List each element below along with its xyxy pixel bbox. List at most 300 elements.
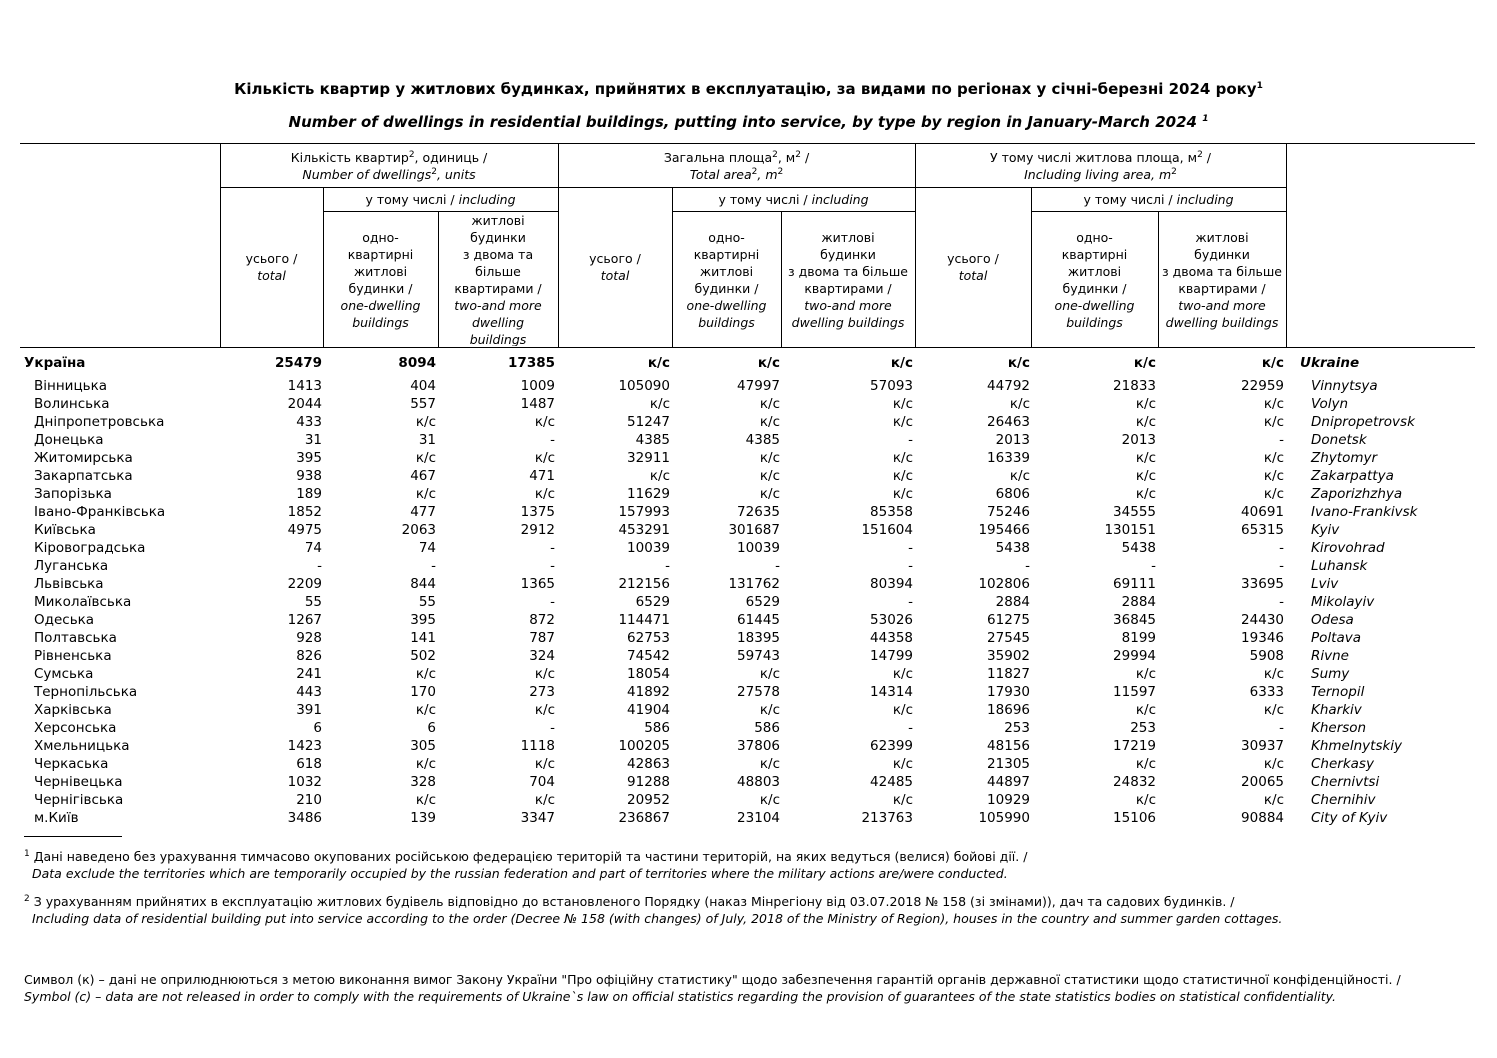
cell-living-total: к/с xyxy=(1009,468,1030,484)
cell-dwellings-one: к/с xyxy=(415,450,436,466)
cell-area-one: 48803 xyxy=(737,774,780,790)
cell-area-multi: 53026 xyxy=(870,612,913,628)
table-row xyxy=(0,683,1497,701)
cell-dwellings-multi: к/с xyxy=(534,414,555,430)
table-row xyxy=(0,377,1497,395)
header-total-3: усього / total xyxy=(947,251,999,283)
table-row xyxy=(0,701,1497,719)
cell-area-total: 20952 xyxy=(627,792,670,808)
cell-dwellings-multi: 704 xyxy=(529,774,555,790)
cell-dwellings-total: 826 xyxy=(296,648,322,664)
cell-area-one: 37806 xyxy=(737,738,780,754)
region-name-en: Ivano-Frankivsk xyxy=(1311,504,1418,520)
cell-area-one: к/с xyxy=(759,468,780,484)
cell-area-multi: 151604 xyxy=(861,522,913,538)
cell-area-multi: к/с xyxy=(892,414,913,430)
cell-living-multi: к/с xyxy=(1263,468,1284,484)
cell-dwellings-one: 74 xyxy=(418,540,436,556)
cell-living-one: 15106 xyxy=(1113,810,1156,826)
region-name-en: Kharkiv xyxy=(1311,702,1362,718)
header-including-3: у тому числі / including xyxy=(1083,192,1234,207)
cell-living-one: 21833 xyxy=(1113,378,1156,394)
region-name-ua: Черкаська xyxy=(34,756,109,772)
cell-living-one: к/с xyxy=(1135,666,1156,682)
table-row xyxy=(0,557,1497,575)
cell-area-one: к/с xyxy=(759,702,780,718)
cell-living-multi: 90884 xyxy=(1241,810,1284,826)
cell-area-multi: 57093 xyxy=(870,378,913,394)
cell-living-one: к/с xyxy=(1135,702,1156,718)
table-row xyxy=(0,809,1497,827)
cell-dwellings-total: 3486 xyxy=(287,810,322,826)
cell-living-multi: - xyxy=(1279,720,1284,736)
cell-living-one: 17219 xyxy=(1113,738,1156,754)
header-one-dwelling-3: одно- квартирні житлові будинки / one-dwelling buildings xyxy=(1054,230,1135,330)
cell-dwellings-one: 467 xyxy=(410,468,436,484)
header-one-dwelling-1: одно- квартирні житлові будинки / one-dwelling buildings xyxy=(340,230,421,330)
table-row xyxy=(0,791,1497,809)
cell-area-total: - xyxy=(665,558,670,574)
region-name-en: Kherson xyxy=(1311,720,1367,736)
cell-dwellings-multi: к/с xyxy=(534,450,555,466)
cell-area-total: к/с xyxy=(649,468,670,484)
table-row xyxy=(0,629,1497,647)
cell-dwellings-one: 170 xyxy=(410,684,436,700)
cell-area-multi: - xyxy=(908,558,913,574)
cell-area-total: 453291 xyxy=(618,522,670,538)
cell-dwellings-total: 241 xyxy=(296,666,322,682)
cell-living-total: 61275 xyxy=(987,612,1030,628)
cell-living-one: 253 xyxy=(1130,720,1156,736)
table-row xyxy=(0,719,1497,737)
region-name-ua: Житомирська xyxy=(34,450,133,466)
cell-dwellings-multi: 1365 xyxy=(520,576,555,592)
cell-dwellings-multi: - xyxy=(550,720,555,736)
cell-dwellings-total: 1413 xyxy=(287,378,322,394)
cell-dwellings-total: 210 xyxy=(296,792,322,808)
cell-living-multi: 5908 xyxy=(1249,648,1284,664)
cell-area-total: 11629 xyxy=(627,486,670,502)
cell-living-total: 6806 xyxy=(995,486,1030,502)
region-name-ua: Вінницька xyxy=(34,378,108,394)
cell-area-total: 91288 xyxy=(627,774,670,790)
cell-area-one: 47997 xyxy=(737,378,780,394)
table-row xyxy=(0,467,1497,485)
cell-dwellings-one: - xyxy=(431,558,436,574)
table-row xyxy=(0,773,1497,791)
cell-living-total: 48156 xyxy=(987,738,1030,754)
cell-area-one: к/с xyxy=(759,756,780,772)
cell-dwellings-total: 1032 xyxy=(287,774,322,790)
region-name-ua: Івано-Франківська xyxy=(34,504,166,520)
cell-area-multi: к/с xyxy=(892,396,913,412)
cell-dwellings-total: 395 xyxy=(296,450,322,466)
cell-area-multi: 14314 xyxy=(870,684,913,700)
cell-area-multi: к/с xyxy=(892,702,913,718)
cell-living-multi: 33695 xyxy=(1241,576,1284,592)
cell-area-multi: 42485 xyxy=(870,774,913,790)
table-row xyxy=(0,521,1497,539)
cell-area-total: 62753 xyxy=(627,630,670,646)
cell-living-multi: к/с xyxy=(1263,486,1284,502)
cell-dwellings-multi: - xyxy=(550,558,555,574)
cell-living-total: к/с xyxy=(1009,396,1030,412)
region-name-en: Zaporizhzhya xyxy=(1311,486,1403,502)
cell-dwellings-total: 1852 xyxy=(287,504,322,520)
cell-area-total: 4385 xyxy=(635,432,670,448)
cell-dwellings-total: 74 xyxy=(304,540,322,556)
region-name-ua: Львівська xyxy=(34,576,104,592)
cell-dwellings-one: к/с xyxy=(415,702,436,718)
cell-living-total: 253 xyxy=(1004,720,1030,736)
cell-living-multi: 22959 xyxy=(1241,378,1284,394)
region-name-ua: Запорізька xyxy=(34,486,112,502)
table-row xyxy=(0,395,1497,413)
cell-living-multi: к/с xyxy=(1261,355,1284,371)
cell-dwellings-one: к/с xyxy=(415,792,436,808)
region-name-ua: Рівненська xyxy=(34,648,112,664)
region-name-en: Dnipropetrovsk xyxy=(1311,414,1415,430)
region-name-en: Khmelnytskiy xyxy=(1311,738,1403,754)
cell-area-one: 6529 xyxy=(745,594,780,610)
table-row xyxy=(0,647,1497,665)
cell-living-total: 18696 xyxy=(987,702,1030,718)
cell-area-total: к/с xyxy=(649,396,670,412)
cell-living-multi: к/с xyxy=(1263,450,1284,466)
cell-dwellings-one: 477 xyxy=(410,504,436,520)
region-name-en: Luhansk xyxy=(1311,558,1368,574)
cell-dwellings-multi: 1487 xyxy=(520,396,555,412)
table-row xyxy=(0,755,1497,773)
cell-dwellings-one: 139 xyxy=(410,810,436,826)
header-multi-dwelling-3: житлові будинки з двома та більше квартирами / two-and more dwelling buildings xyxy=(1162,230,1282,330)
header-including-1: у тому числі / including xyxy=(365,192,516,207)
cell-dwellings-one: 31 xyxy=(418,432,436,448)
cell-living-total: 21305 xyxy=(987,756,1030,772)
cell-area-multi: 85358 xyxy=(870,504,913,520)
region-name-ua: Закарпатська xyxy=(34,468,133,484)
region-name-en: City of Kyiv xyxy=(1311,810,1388,826)
cell-living-one: 69111 xyxy=(1113,576,1156,592)
cell-living-one: к/с xyxy=(1135,756,1156,772)
cell-area-multi: - xyxy=(908,432,913,448)
cell-living-total: 44897 xyxy=(987,774,1030,790)
header-multi-dwelling-1: житлові будинки з двома та більше квартирами / two-and more dwelling buildings xyxy=(454,213,542,346)
cell-dwellings-one: 557 xyxy=(410,396,436,412)
cell-area-one: 27578 xyxy=(737,684,780,700)
footnote-separator xyxy=(24,836,122,837)
title-ukrainian: Кількість квартир у житлових будинках, прийнятих в експлуатацію, за видами по регіонах у січні-березні 2024 року$^1$ xyxy=(234,80,1263,98)
cell-dwellings-one: 55 xyxy=(418,594,436,610)
cell-living-one: 36845 xyxy=(1113,612,1156,628)
cell-area-multi: к/с xyxy=(892,792,913,808)
header-total-1: усього / total xyxy=(245,251,298,283)
region-name-en: Poltava xyxy=(1311,630,1361,646)
cell-living-one: к/с xyxy=(1135,468,1156,484)
cell-area-total: 42863 xyxy=(627,756,670,772)
cell-dwellings-one: к/с xyxy=(415,666,436,682)
cell-living-total: 102806 xyxy=(978,576,1030,592)
cell-area-multi: 213763 xyxy=(861,810,913,826)
cell-area-total: 114471 xyxy=(618,612,670,628)
cell-living-one: к/с xyxy=(1135,486,1156,502)
header-dwellings-group: Кількість квартир$^2$, одиниць / Number of dwellings$^2$, units xyxy=(290,149,488,182)
region-name-en: Mikolayiv xyxy=(1311,594,1375,610)
cell-area-total: 212156 xyxy=(618,576,670,592)
cell-area-total: 157993 xyxy=(618,504,670,520)
cell-living-multi: 65315 xyxy=(1241,522,1284,538)
cell-dwellings-multi: - xyxy=(550,432,555,448)
cell-dwellings-multi: - xyxy=(550,594,555,610)
region-name-ua: Чернігівська xyxy=(34,792,124,808)
cell-dwellings-multi: 1118 xyxy=(520,738,555,754)
region-name-ua: Хмельницька xyxy=(34,738,130,754)
cell-dwellings-multi: - xyxy=(550,540,555,556)
cell-area-one: к/с xyxy=(759,450,780,466)
table-row xyxy=(0,431,1497,449)
total-row xyxy=(0,354,1497,372)
cell-living-total: 35902 xyxy=(987,648,1030,664)
cell-dwellings-total: 31 xyxy=(304,432,322,448)
region-name-ua: Чернівецька xyxy=(34,774,123,790)
region-name-en: Ternopil xyxy=(1311,684,1365,700)
cell-living-one: 11597 xyxy=(1113,684,1156,700)
cell-area-total: 41892 xyxy=(627,684,670,700)
cell-dwellings-multi: к/с xyxy=(534,666,555,682)
cell-living-one: 2884 xyxy=(1121,594,1156,610)
region-name-en: Zakarpattya xyxy=(1311,468,1394,484)
cell-area-one: к/с xyxy=(759,666,780,682)
cell-living-total: 26463 xyxy=(987,414,1030,430)
cell-area-one: 301687 xyxy=(728,522,780,538)
cell-area-one: 131762 xyxy=(728,576,780,592)
cell-living-multi: - xyxy=(1279,594,1284,610)
header-one-dwelling-2: одно- квартирні житлові будинки / one-dwelling buildings xyxy=(686,230,767,330)
region-name-ua: Миколаївська xyxy=(34,594,132,610)
cell-dwellings-one: к/с xyxy=(415,486,436,502)
cell-living-one: 130151 xyxy=(1104,522,1156,538)
region-name-en: Chernivtsi xyxy=(1311,774,1380,790)
cell-area-one: к/с xyxy=(759,396,780,412)
cell-dwellings-multi: 324 xyxy=(529,648,555,664)
cell-area-multi: - xyxy=(908,540,913,556)
cell-dwellings-total: 433 xyxy=(296,414,322,430)
cell-living-multi: 40691 xyxy=(1241,504,1284,520)
cell-dwellings-total: 1423 xyxy=(287,738,322,754)
region-name-ua: Дніпропетровська xyxy=(34,414,165,430)
cell-living-multi: 24430 xyxy=(1241,612,1284,628)
cell-dwellings-total: 618 xyxy=(296,756,322,772)
region-name-en: Odesa xyxy=(1311,612,1354,628)
cell-dwellings-one: 404 xyxy=(410,378,436,394)
cell-dwellings-total: 928 xyxy=(296,630,322,646)
region-name-en: Rivne xyxy=(1311,648,1349,664)
cell-dwellings-multi: 17385 xyxy=(508,355,555,371)
cell-living-total: 11827 xyxy=(987,666,1030,682)
region-name-ua: Кіровоградська xyxy=(34,540,146,556)
cell-living-one: - xyxy=(1151,558,1156,574)
cell-dwellings-total: 391 xyxy=(296,702,322,718)
cell-living-one: к/с xyxy=(1135,792,1156,808)
cell-dwellings-multi: 273 xyxy=(529,684,555,700)
cell-area-total: 41904 xyxy=(627,702,670,718)
cell-area-total: 74542 xyxy=(627,648,670,664)
cell-area-one: 586 xyxy=(754,720,780,736)
region-name-en: Lviv xyxy=(1311,576,1339,592)
cell-area-multi: 80394 xyxy=(870,576,913,592)
cell-area-total: 51247 xyxy=(627,414,670,430)
cell-area-one: 61445 xyxy=(737,612,780,628)
cell-living-total: 105990 xyxy=(978,810,1030,826)
cell-living-total: 5438 xyxy=(995,540,1030,556)
header-living-area-group: У тому числі житлова площа, $м^2$ / Including living area, $m^2$ xyxy=(990,149,1211,182)
cell-living-multi: к/с xyxy=(1263,792,1284,808)
cell-dwellings-one: 8094 xyxy=(398,355,436,371)
cell-dwellings-one: к/с xyxy=(415,414,436,430)
cell-dwellings-total: 55 xyxy=(304,594,322,610)
cell-area-total: 586 xyxy=(644,720,670,736)
cell-area-multi: к/с xyxy=(892,450,913,466)
cell-area-one: - xyxy=(775,558,780,574)
cell-dwellings-total: 443 xyxy=(296,684,322,700)
cell-living-total: 17930 xyxy=(987,684,1030,700)
title-english: Number of dwellings in residential buildings, putting into service, by type by region in January-March 2024 $^1$ xyxy=(288,113,1209,131)
cell-living-total: 44792 xyxy=(987,378,1030,394)
cell-area-total: 105090 xyxy=(618,378,670,394)
table-row xyxy=(0,575,1497,593)
cell-living-one: 8199 xyxy=(1121,630,1156,646)
cell-area-one: к/с xyxy=(759,414,780,430)
cell-dwellings-total: 6 xyxy=(313,720,322,736)
cell-living-one: 5438 xyxy=(1121,540,1156,556)
region-name-ua: Київська xyxy=(34,522,96,538)
cell-living-multi: 20065 xyxy=(1241,774,1284,790)
cell-area-one: к/с xyxy=(757,355,780,371)
header-total-2: усього / total xyxy=(589,251,641,283)
cell-dwellings-total: - xyxy=(317,558,322,574)
cell-living-one: к/с xyxy=(1133,355,1156,371)
cell-dwellings-multi: 787 xyxy=(529,630,555,646)
region-name-en: Chernihiv xyxy=(1311,792,1376,808)
cell-dwellings-one: 141 xyxy=(410,630,436,646)
cell-living-one: 24832 xyxy=(1113,774,1156,790)
cell-area-one: 18395 xyxy=(737,630,780,646)
cell-dwellings-one: 6 xyxy=(427,720,436,736)
cell-dwellings-one: 395 xyxy=(410,612,436,628)
cell-living-one: к/с xyxy=(1135,414,1156,430)
footnote-1: $^1$ Дані наведено без урахування тимчасово окупованих російською федерацією територій та частини територій, на яких ведуться (велися) бойові дії. / Data exclude the territories which are temporarily occupied by the russian federation and part of territories where the military actions are/were conducted. xyxy=(24,848,1028,881)
region-name-en: Donetsk xyxy=(1311,432,1367,448)
cell-dwellings-one: 305 xyxy=(410,738,436,754)
header-including-2: у тому числі / including xyxy=(718,192,869,207)
cell-living-one: 29994 xyxy=(1113,648,1156,664)
region-name-en: Kirovohrad xyxy=(1311,540,1385,556)
cell-dwellings-one: 844 xyxy=(410,576,436,592)
table-row xyxy=(0,665,1497,683)
cell-dwellings-total: 2209 xyxy=(287,576,322,592)
cell-dwellings-total: 938 xyxy=(296,468,322,484)
cell-living-multi: 19346 xyxy=(1241,630,1284,646)
table-row xyxy=(0,737,1497,755)
cell-dwellings-multi: к/с xyxy=(534,756,555,772)
region-name-en: Kyiv xyxy=(1311,522,1340,538)
region-name-ua: Херсонська xyxy=(34,720,117,736)
cell-dwellings-total: 25479 xyxy=(275,355,322,371)
cell-area-multi: к/с xyxy=(892,756,913,772)
cell-living-total: к/с xyxy=(1007,355,1030,371)
cell-area-total: 236867 xyxy=(618,810,670,826)
cell-dwellings-multi: 2912 xyxy=(520,522,555,538)
region-name-ua: Україна xyxy=(24,355,86,371)
cell-living-one: к/с xyxy=(1135,396,1156,412)
cell-area-total: к/с xyxy=(647,355,670,371)
cell-dwellings-total: 4975 xyxy=(287,522,322,538)
cell-dwellings-multi: 471 xyxy=(529,468,555,484)
cell-living-total: 75246 xyxy=(987,504,1030,520)
region-name-en: Vinnytsya xyxy=(1311,378,1378,394)
region-name-ua: Полтавська xyxy=(34,630,117,646)
region-name-ua: Сумська xyxy=(34,666,94,682)
cell-area-multi: 44358 xyxy=(870,630,913,646)
region-name-ua: Тернопільська xyxy=(34,684,138,700)
cell-dwellings-multi: 1375 xyxy=(520,504,555,520)
region-name-en: Cherkasy xyxy=(1311,756,1374,772)
region-name-ua: м.Київ xyxy=(34,810,79,826)
cell-living-total: 195466 xyxy=(978,522,1030,538)
cell-dwellings-one: к/с xyxy=(415,756,436,772)
header-total-area-group: Загальна площа$^2$, $м^2$ / Total area$^2$, $m^2$ xyxy=(663,149,810,182)
cell-dwellings-multi: к/с xyxy=(534,702,555,718)
cell-area-total: 100205 xyxy=(618,738,670,754)
cell-living-total: 2013 xyxy=(995,432,1030,448)
cell-area-multi: к/с xyxy=(892,486,913,502)
cell-living-multi: к/с xyxy=(1263,702,1284,718)
cell-living-multi: 6333 xyxy=(1249,684,1284,700)
cell-dwellings-total: 189 xyxy=(296,486,322,502)
cell-area-multi: - xyxy=(908,594,913,610)
cell-living-total: 16339 xyxy=(987,450,1030,466)
cell-dwellings-total: 1267 xyxy=(287,612,322,628)
cell-dwellings-one: 328 xyxy=(410,774,436,790)
cell-living-total: 27545 xyxy=(987,630,1030,646)
cell-living-multi: - xyxy=(1279,558,1284,574)
cell-living-total: 2884 xyxy=(995,594,1030,610)
cell-area-total: 10039 xyxy=(627,540,670,556)
cell-living-one: 34555 xyxy=(1113,504,1156,520)
region-name-ua: Одеська xyxy=(34,612,95,628)
region-name-en: Volyn xyxy=(1311,396,1348,412)
table-row xyxy=(0,485,1497,503)
cell-living-one: 2013 xyxy=(1121,432,1156,448)
cell-dwellings-multi: 1009 xyxy=(520,378,555,394)
cell-area-one: 72635 xyxy=(737,504,780,520)
cell-area-one: к/с xyxy=(759,792,780,808)
cell-area-one: 59743 xyxy=(737,648,780,664)
cell-dwellings-multi: 3347 xyxy=(520,810,555,826)
cell-area-one: 4385 xyxy=(745,432,780,448)
region-name-ua: Луганська xyxy=(34,558,109,574)
cell-living-multi: 30937 xyxy=(1241,738,1284,754)
cell-area-multi: 62399 xyxy=(870,738,913,754)
cell-area-total: 32911 xyxy=(627,450,670,466)
region-name-en: Ukraine xyxy=(1300,355,1360,371)
cell-area-multi: к/с xyxy=(892,666,913,682)
cell-living-total: 10929 xyxy=(987,792,1030,808)
cell-dwellings-one: 502 xyxy=(410,648,436,664)
region-name-en: Zhytomyr xyxy=(1311,450,1378,466)
cell-area-multi: к/с xyxy=(890,355,913,371)
table-row xyxy=(0,413,1497,431)
